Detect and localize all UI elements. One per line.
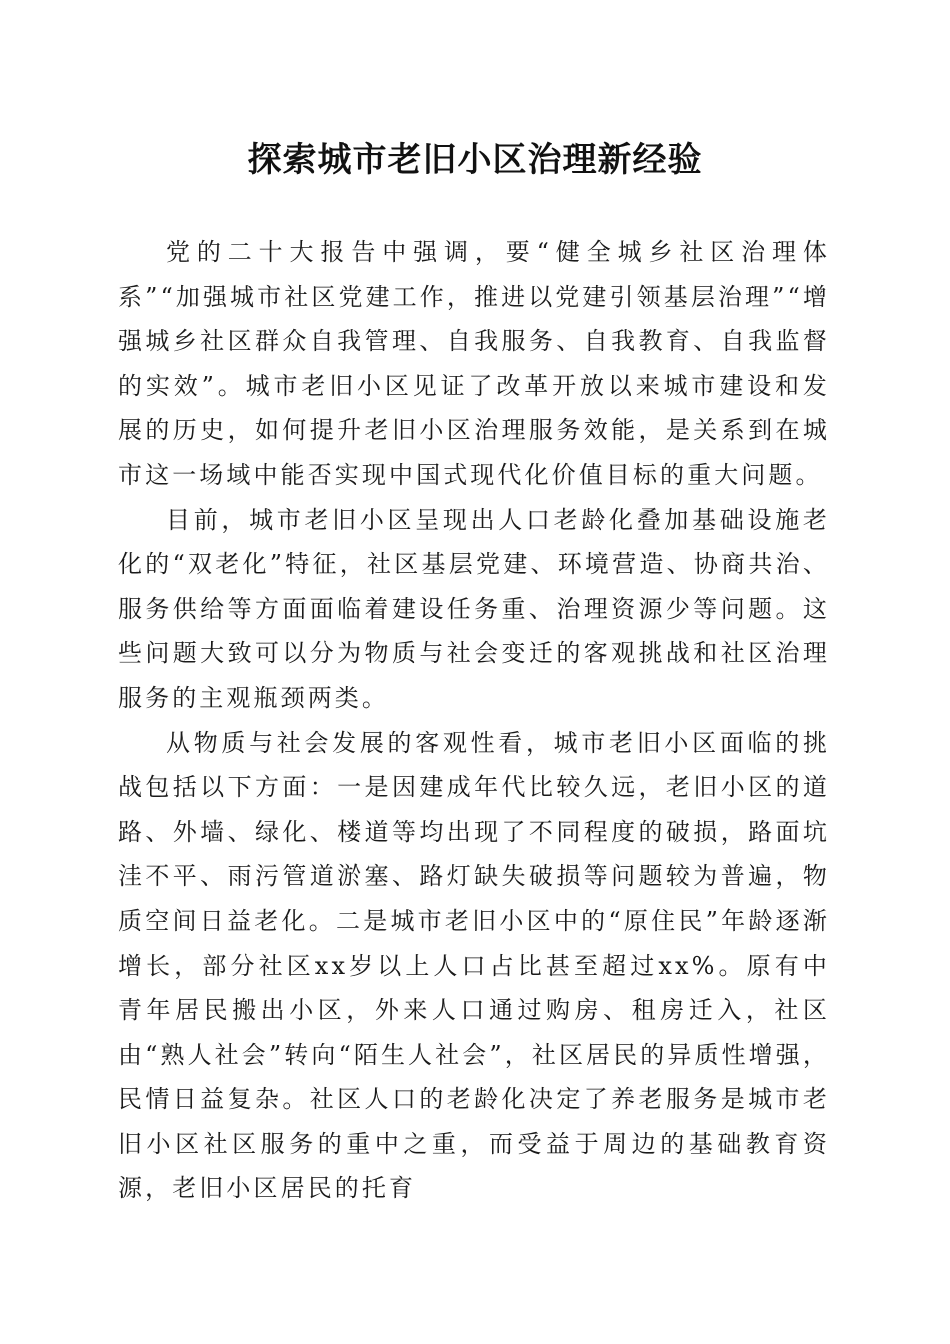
paragraph: 从物质与社会发展的客观性看，城市老旧小区面临的挑战包括以下方面：一是因建成年代比较久远，老旧小区的道路、外墙、绿化、楼道等均出现了不同程度的破损，路面坑洼不平、雨污管道淤塞、路灯缺失破损等问题较为普遍，物质空间日益老化。二是城市老旧小区中的“原住民”年龄逐渐增长，部分社区xx岁以上人口占比甚至超过xx%。原有中青年居民搬出小区，外来人口通过购房、租房迁入，社区由“熟人社会”转向“陌生人社会”，社区居民的异质性增强，民情日益复杂。社区人口的老龄化决定了养老服务是城市老旧小区社区服务的重中之重，而受益于周边的基础教育资源，老旧小区居民的托育 [118, 728, 830, 1203]
paragraph: 党的二十大报告中强调，要“健全城乡社区治理体系”“加强城市社区党建工作，推进以党建引领基层治理”“增强城乡社区群众自我管理、自我服务、自我教育、自我监督的实效”。城市老旧小区见证了改革开放以来城市建设和发展的历史，如何提升老旧小区治理服务效能，是关系到在城市这一场域中能否实现中国式现代化价值目标的重大问题。 [118, 238, 830, 489]
paragraph: 目前，城市老旧小区呈现出人口老龄化叠加基础设施老化的“双老化”特征，社区基层党建、环境营造、协商共治、服务供给等方面面临着建设任务重、治理资源少等问题。这些问题大致可以分为物质与社会变迁的客观挑战和社区治理服务的主观瓶颈两类。 [118, 505, 830, 712]
document-title: 探索城市老旧小区治理新经验 [247, 140, 703, 180]
document-body [118, 230, 830, 1211]
